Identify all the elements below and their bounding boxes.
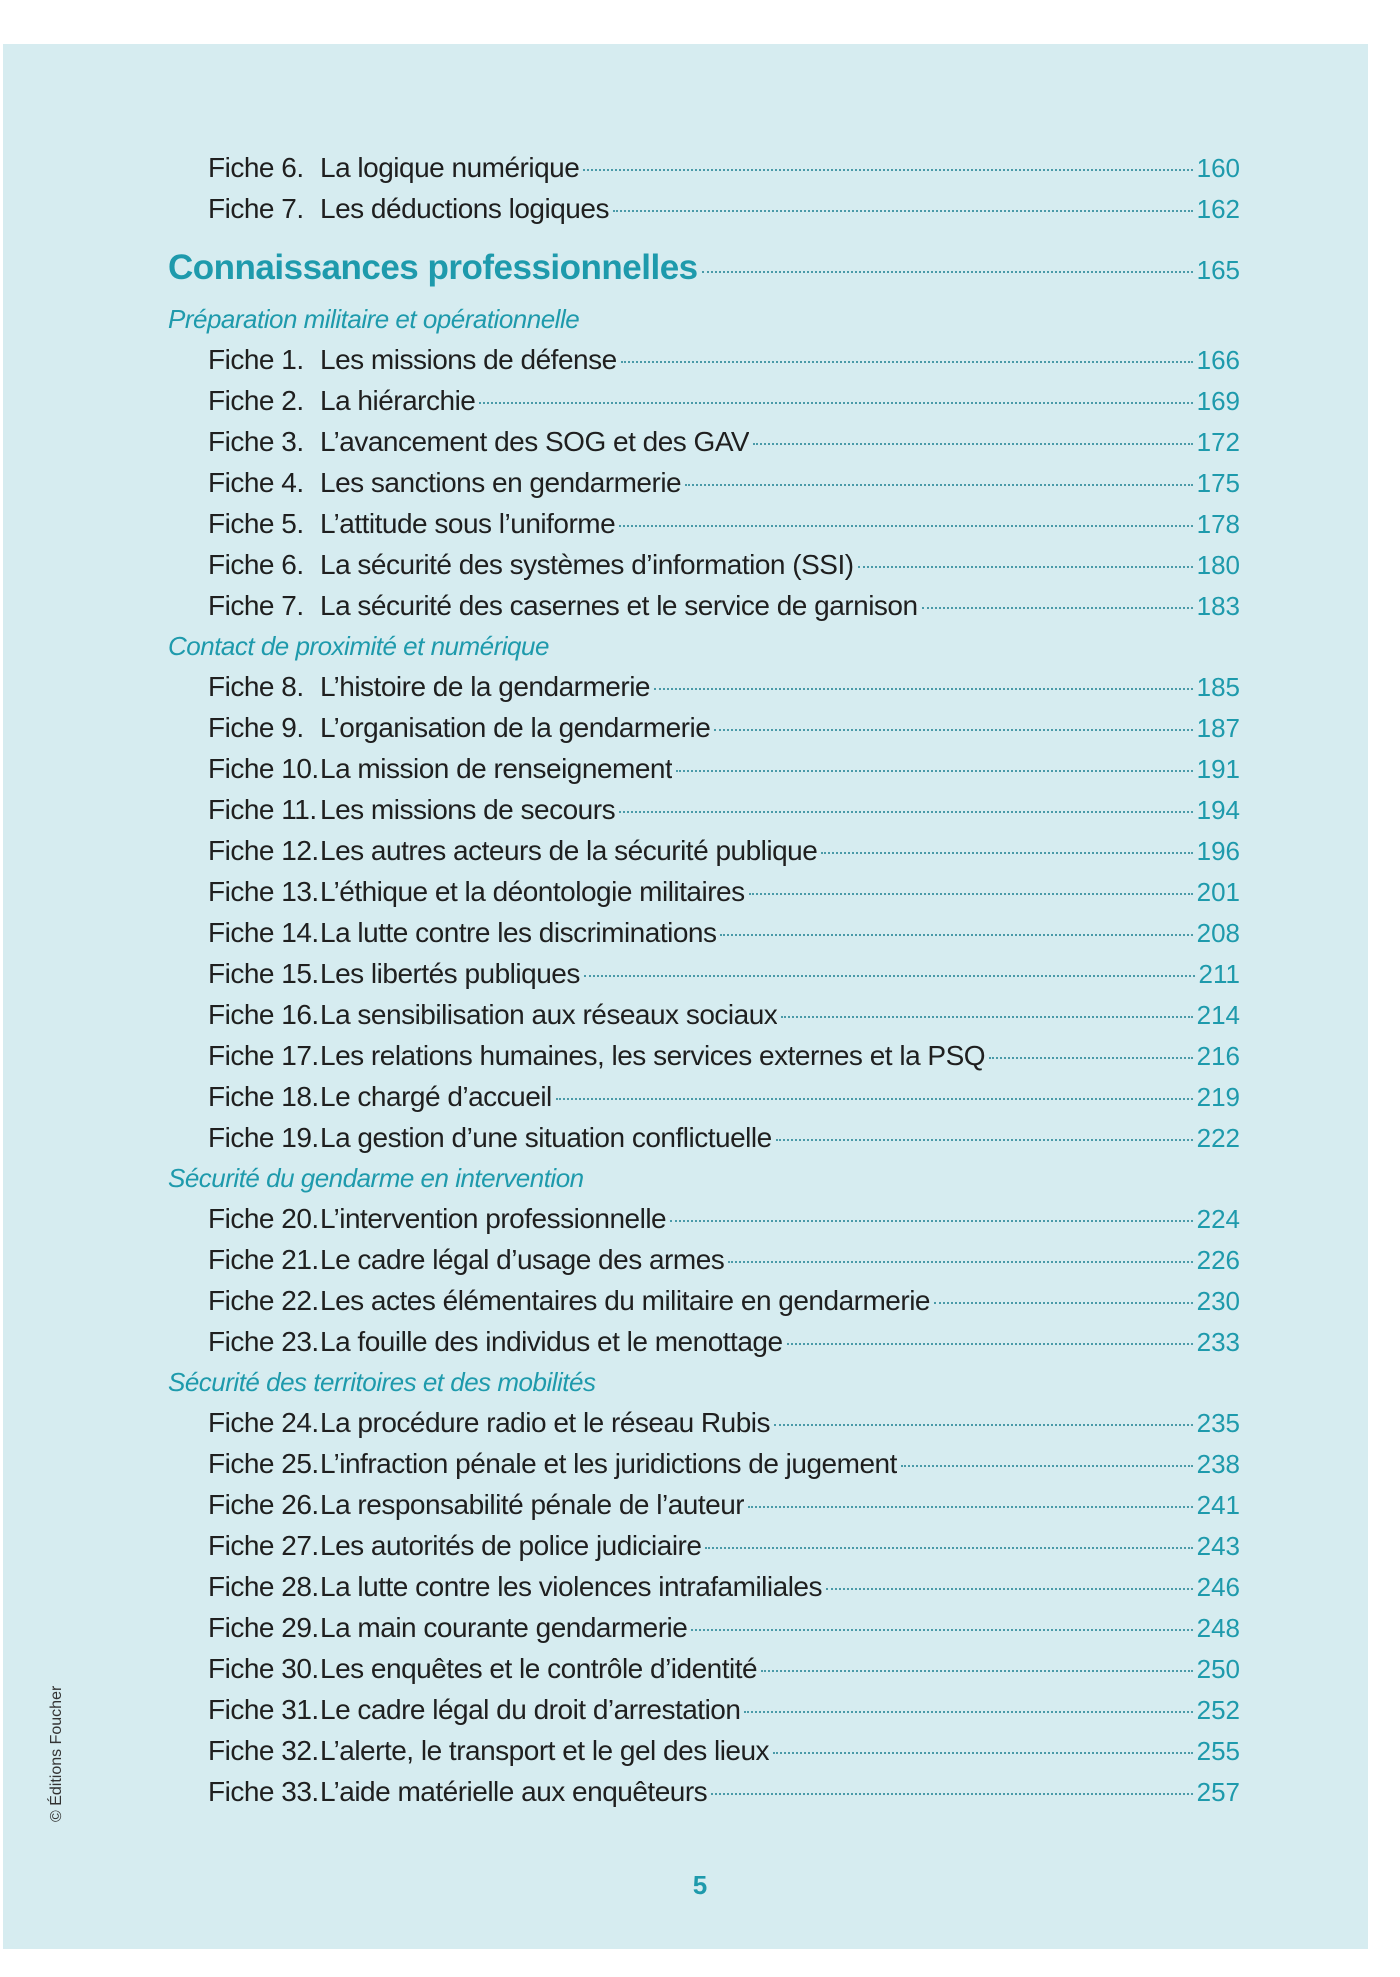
page-ref: 165: [1196, 255, 1240, 285]
page-ref: 230: [1196, 1286, 1240, 1316]
page-ref: 185: [1196, 672, 1240, 702]
page-ref: 252: [1196, 1695, 1240, 1725]
page-ref: 169: [1196, 386, 1240, 416]
dot-leader: [676, 770, 1192, 772]
dot-leader: [989, 1057, 1193, 1059]
page-ref: 183: [1196, 591, 1240, 621]
fiche-title: L’aide matérielle aux enquêteurs: [320, 1776, 708, 1807]
fiche-title: La main courante gendarmerie: [320, 1612, 688, 1643]
page-number: 5: [692, 1870, 708, 1900]
dot-leader: [744, 1711, 1192, 1713]
page-ref: 257: [1196, 1777, 1240, 1807]
page-ref: 191: [1196, 754, 1240, 784]
page-ref: 255: [1196, 1736, 1240, 1766]
fiche-title: Les missions de défense: [320, 344, 617, 375]
fiche-number: Fiche 6.: [208, 152, 304, 183]
section-title: Connaissances professionnelles: [168, 248, 698, 287]
toc-entry[interactable]: [168, 503, 1240, 544]
dot-leader: [826, 1588, 1193, 1590]
page-ref: 248: [1196, 1613, 1240, 1643]
dot-leader: [584, 975, 1195, 977]
page-ref: 250: [1196, 1654, 1240, 1684]
subsection-heading: Sécurité des territoires et des mobilités: [168, 1367, 596, 1397]
dot-leader: [773, 1752, 1193, 1754]
dot-leader: [787, 1343, 1193, 1345]
dot-leader: [556, 1098, 1193, 1100]
fiche-title: La sensibilisation aux réseaux sociaux: [320, 999, 778, 1030]
toc-entry[interactable]: [168, 707, 1240, 748]
fiche-title: L’attitude sous l’uniforme: [320, 508, 616, 539]
fiche-number: Fiche 25.: [208, 1448, 319, 1479]
dot-leader: [670, 1220, 1192, 1222]
fiche-title: Les missions de secours: [320, 794, 616, 825]
table-of-contents: [168, 147, 1240, 1812]
page-ref: 241: [1196, 1490, 1240, 1520]
fiche-title: Les relations humaines, les services externes et la PSQ: [320, 1040, 986, 1071]
fiche-title: La mission de renseignement: [320, 753, 673, 784]
toc-entry[interactable]: [168, 1771, 1240, 1812]
page-ref: 196: [1196, 836, 1240, 866]
fiche-number: Fiche 7.: [208, 193, 304, 224]
dot-leader: [714, 729, 1192, 731]
page-ref: 180: [1196, 550, 1240, 580]
page-ref: 201: [1196, 877, 1240, 907]
fiche-number: Fiche 9.: [208, 712, 304, 743]
fiche-number: Fiche 22.: [208, 1285, 319, 1316]
dot-leader: [858, 566, 1193, 568]
page-ref: 238: [1196, 1449, 1240, 1479]
dot-leader: [720, 934, 1192, 936]
fiche-number: Fiche 18.: [208, 1081, 319, 1112]
fiche-number: Fiche 12.: [208, 835, 319, 866]
dot-leader: [749, 893, 1193, 895]
page-ref: 224: [1196, 1204, 1240, 1234]
dot-leader: [776, 1139, 1193, 1141]
page-ref: 216: [1196, 1041, 1240, 1071]
fiche-title: Les sanctions en gendarmerie: [320, 467, 682, 498]
dot-leader: [901, 1465, 1193, 1467]
toc-entry[interactable]: [168, 1402, 1240, 1443]
toc-entry[interactable]: [168, 339, 1240, 380]
toc-entry[interactable]: [168, 147, 1240, 188]
dot-leader: [753, 443, 1193, 445]
fiche-number: Fiche 7.: [208, 590, 304, 621]
fiche-title: L’éthique et la déontologie militaires: [320, 876, 745, 907]
toc-entry[interactable]: [168, 1730, 1240, 1771]
fiche-number: Fiche 20.: [208, 1203, 319, 1234]
fiche-title: L’avancement des SOG et des GAV: [320, 426, 750, 457]
fiche-title: L’infraction pénale et les juridictions de jugement: [320, 1448, 897, 1479]
fiche-title: La lutte contre les violences intrafamiliales: [320, 1571, 822, 1602]
fiche-number: Fiche 13.: [208, 876, 319, 907]
toc-entry[interactable]: [168, 188, 1240, 229]
fiche-number: Fiche 26.: [208, 1489, 319, 1520]
fiche-title: L’histoire de la gendarmerie: [320, 671, 650, 702]
dot-leader: [702, 271, 1193, 273]
fiche-title: La sécurité des casernes et le service de garnison: [320, 590, 918, 621]
fiche-number: Fiche 29.: [208, 1612, 319, 1643]
fiche-title: Les actes élémentaires du militaire en gendarmerie: [320, 1285, 930, 1316]
page-ref: 194: [1196, 795, 1240, 825]
page-ref: 235: [1196, 1408, 1240, 1438]
page-ref: 160: [1196, 153, 1240, 183]
page-ref: 211: [1198, 959, 1240, 989]
dot-leader: [619, 811, 1193, 813]
dot-leader: [748, 1506, 1193, 1508]
fiche-number: Fiche 15.: [208, 958, 319, 989]
fiche-number: Fiche 4.: [208, 467, 304, 498]
toc-entry[interactable]: [168, 994, 1240, 1035]
fiche-number: Fiche 3.: [208, 426, 304, 457]
fiche-number: Fiche 8.: [208, 671, 304, 702]
fiche-number: Fiche 2.: [208, 385, 304, 416]
dot-leader: [583, 169, 1192, 171]
fiche-title: Les enquêtes et le contrôle d’identité: [320, 1653, 758, 1684]
page-ref: 226: [1196, 1245, 1240, 1275]
fiche-number: Fiche 24.: [208, 1407, 319, 1438]
dot-leader: [619, 525, 1192, 527]
fiche-number: Fiche 16.: [208, 999, 319, 1030]
dot-leader: [621, 361, 1193, 363]
page-ref: 233: [1196, 1327, 1240, 1357]
fiche-number: Fiche 10.: [208, 753, 319, 784]
fiche-title: L’organisation de la gendarmerie: [320, 712, 711, 743]
toc-entry[interactable]: [168, 871, 1240, 912]
fiche-number: Fiche 5.: [208, 508, 304, 539]
fiche-title: La gestion d’une situation conflictuelle: [320, 1122, 772, 1153]
toc-entry[interactable]: [168, 666, 1240, 707]
toc-entry[interactable]: [168, 1321, 1240, 1362]
toc-entry[interactable]: [168, 380, 1240, 421]
dot-leader: [781, 1016, 1192, 1018]
toc-entry[interactable]: [168, 1280, 1240, 1321]
fiche-number: Fiche 27.: [208, 1530, 319, 1561]
toc-entry[interactable]: [168, 789, 1240, 830]
toc-entry[interactable]: [168, 421, 1240, 462]
toc-entry[interactable]: [168, 1239, 1240, 1280]
toc-entry[interactable]: [168, 830, 1240, 871]
page-ref: 246: [1196, 1572, 1240, 1602]
page-ref: 175: [1196, 468, 1240, 498]
fiche-title: La procédure radio et le réseau Rubis: [320, 1407, 771, 1438]
page-ref: 222: [1196, 1123, 1240, 1153]
toc-entry[interactable]: [168, 748, 1240, 789]
dot-leader: [613, 210, 1193, 212]
fiche-number: Fiche 11.: [208, 794, 317, 825]
fiche-number: Fiche 33.: [208, 1776, 319, 1807]
toc-entry[interactable]: [168, 912, 1240, 953]
toc-entry[interactable]: [168, 462, 1240, 503]
fiche-title: Les autres acteurs de la sécurité publique: [320, 835, 818, 866]
copyright-notice: © Éditions Foucher: [48, 1685, 65, 1822]
page-ref: 243: [1196, 1531, 1240, 1561]
subsection-heading: Sécurité du gendarme en intervention: [168, 1163, 584, 1193]
fiche-number: Fiche 1.: [208, 344, 304, 375]
dot-leader: [761, 1670, 1193, 1672]
fiche-number: Fiche 30.: [208, 1653, 319, 1684]
dot-leader: [654, 688, 1193, 690]
dot-leader: [705, 1547, 1192, 1549]
fiche-title: La sécurité des systèmes d’information (SSI): [320, 549, 854, 580]
dot-leader: [821, 852, 1192, 854]
dot-leader: [934, 1302, 1193, 1304]
dot-leader: [774, 1424, 1193, 1426]
toc-entry[interactable]: [168, 1443, 1240, 1484]
fiche-title: La fouille des individus et le menottage: [320, 1326, 783, 1357]
fiche-title: Le chargé d’accueil: [320, 1081, 552, 1112]
fiche-number: Fiche 19.: [208, 1122, 319, 1153]
toc-entry[interactable]: [168, 1198, 1240, 1239]
fiche-title: La hiérarchie: [320, 385, 476, 416]
fiche-title: Les libertés publiques: [320, 958, 580, 989]
dot-leader: [691, 1629, 1192, 1631]
page-ref: 187: [1196, 713, 1240, 743]
toc-entry[interactable]: [168, 1566, 1240, 1607]
fiche-number: Fiche 28.: [208, 1571, 319, 1602]
toc-entry[interactable]: [168, 953, 1240, 994]
fiche-title: L’alerte, le transport et le gel des lieux: [320, 1735, 770, 1766]
toc-entry[interactable]: [168, 1689, 1240, 1730]
fiche-number: Fiche 21.: [208, 1244, 319, 1275]
page-ref: 178: [1196, 509, 1240, 539]
page-ref: 162: [1196, 194, 1240, 224]
page-ref: 172: [1196, 427, 1240, 457]
fiche-number: Fiche 31.: [208, 1694, 319, 1725]
section-heading[interactable]: [168, 237, 1240, 299]
subsection-heading: Contact de proximité et numérique: [168, 631, 549, 661]
fiche-number: Fiche 23.: [208, 1326, 319, 1357]
dot-leader: [685, 484, 1192, 486]
fiche-number: Fiche 14.: [208, 917, 319, 948]
toc-entry[interactable]: [168, 585, 1240, 626]
dot-leader: [711, 1793, 1192, 1795]
page-ref: 166: [1196, 345, 1240, 375]
fiche-title: Le cadre légal d’usage des armes: [320, 1244, 725, 1275]
fiche-title: Les autorités de police judiciaire: [320, 1530, 702, 1561]
toc-entry[interactable]: [168, 1525, 1240, 1566]
dot-leader: [479, 402, 1192, 404]
fiche-number: Fiche 17.: [208, 1040, 319, 1071]
fiche-title: La lutte contre les discriminations: [320, 917, 717, 948]
fiche-title: La responsabilité pénale de l’auteur: [320, 1489, 745, 1520]
fiche-number: Fiche 32.: [208, 1735, 319, 1766]
fiche-number: Fiche 6.: [208, 549, 304, 580]
subsection-heading: Préparation militaire et opérationnelle: [168, 304, 580, 334]
toc-entry[interactable]: [168, 544, 1240, 585]
dot-leader: [922, 607, 1193, 609]
fiche-title: L’intervention professionnelle: [320, 1203, 667, 1234]
dot-leader: [728, 1261, 1192, 1263]
toc-entry[interactable]: [168, 1035, 1240, 1076]
toc-entry[interactable]: [168, 1484, 1240, 1525]
toc-entry[interactable]: [168, 1117, 1240, 1158]
page-ref: 214: [1196, 1000, 1240, 1030]
toc-entry[interactable]: [168, 1607, 1240, 1648]
fiche-title: La logique numérique: [320, 152, 580, 183]
page-ref: 219: [1196, 1082, 1240, 1112]
page-ref: 208: [1196, 918, 1240, 948]
fiche-title: Les déductions logiques: [320, 193, 609, 224]
toc-entry[interactable]: [168, 1076, 1240, 1117]
fiche-title: Le cadre légal du droit d’arrestation: [320, 1694, 741, 1725]
toc-entry[interactable]: [168, 1648, 1240, 1689]
